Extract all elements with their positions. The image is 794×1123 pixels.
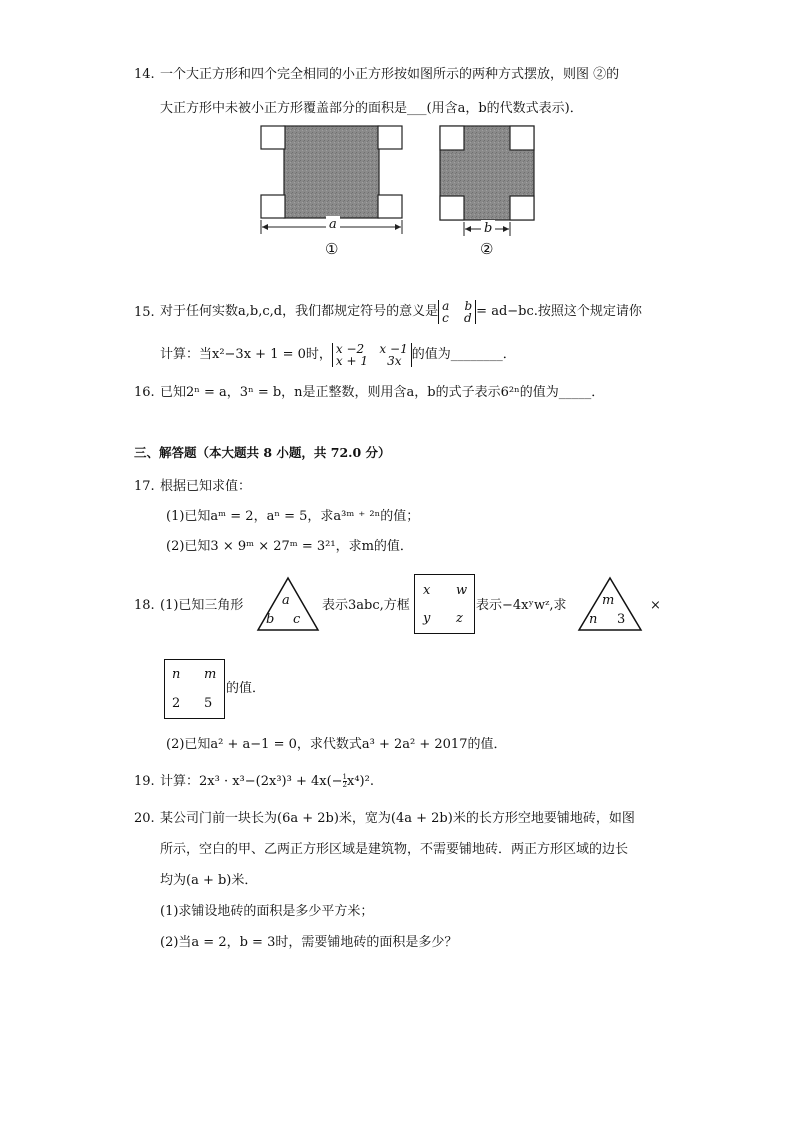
q16-number: 16. — [134, 385, 155, 400]
q18-text-3: 表示−4xʸwᶻ,求 — [476, 598, 567, 613]
q17-part2: (2)已知3 × 9ᵐ × 27ᵐ = 3²¹，求m的值． — [166, 539, 413, 554]
small-square-bl — [261, 195, 285, 218]
q14-number: 14. — [134, 67, 155, 82]
q18-box1-tr: w — [456, 583, 468, 598]
q18-part2: (2)已知a² + a−1 = 0，求代数式a³ + 2a² + 2017的值． — [166, 737, 507, 752]
q20-line1: 某公司门前一块长为(6a + 2b)米，宽为(4a + 2b)米的长方形空地要铺地砖，如图 — [160, 811, 635, 826]
small-square-tr — [510, 126, 534, 150]
q19-number: 19. — [134, 774, 155, 789]
q15-tail: = ad−bc.按照这个规定请你 — [476, 304, 642, 319]
q14-line2: 大正方形中未被小正方形覆盖部分的面积是___(用含a，b的代数式表示)． — [160, 101, 583, 116]
q14-fig1-dim-label: a — [326, 216, 340, 234]
q18-tri2-br: 3 — [617, 612, 626, 627]
q15-number: 15. — [134, 305, 155, 320]
q14-fig2-caption: ② — [480, 240, 494, 258]
q20-number: 20. — [134, 811, 155, 826]
q18-tri1-bl: b — [266, 612, 275, 627]
q20-line3: 均为(a + b)米． — [160, 873, 258, 888]
small-square-tl — [261, 126, 285, 149]
q19-expression — [160, 773, 374, 791]
q19-tail: x⁴)². — [347, 774, 374, 789]
q15-determinant-2: x −2 x −1 x + 1 3x — [332, 343, 412, 367]
q15-line2-lead: 计算：当x²−3x + 1 = 0时， — [160, 347, 332, 362]
q19-fraction: $\frac{1}{2}$ — [342, 773, 348, 789]
q20-part1: (1)求铺设地砖的面积是多少平方米； — [160, 904, 374, 919]
q18-box2-tr: m — [204, 667, 217, 682]
section-3-title: 三、解答题（本大题共 8 小题，共 72.0 分） — [134, 445, 391, 460]
small-square-bl — [440, 196, 464, 220]
q20-line2: 所示，空白的甲、乙两正方形区域是建筑物，不需要铺地砖．两正方形区域的边长 — [160, 842, 629, 857]
q18-box2-br: 5 — [204, 696, 213, 711]
q17-part1: (1)已知aᵐ = 2，aⁿ = 5，求a³ᵐ ⁺ ²ⁿ的值； — [166, 509, 420, 524]
q20-part2: (2)当a = 2，b = 3时，需要铺地砖的面积是多少？ — [160, 935, 458, 950]
q15-determinant: a b c d — [438, 300, 476, 324]
q18-box2-bl: 2 — [172, 696, 181, 711]
q18-tri1-top: a — [282, 593, 290, 608]
q14-fig2-dim-label: b — [481, 220, 495, 238]
q18-box2-tl: n — [172, 667, 181, 682]
q18-number: 18. — [134, 598, 155, 613]
q18-times: × — [650, 598, 661, 613]
q14-line1: 一个大正方形和四个完全相同的小正方形按如图所示的两种方式摆放，则图 ②的 — [160, 67, 620, 82]
q18-text-2: 表示3abc,方框 — [322, 598, 410, 613]
q15-lead: 对于任何实数a,b,c,d，我们都规定符号的意义是 — [160, 304, 439, 319]
q18-text-1: (1)已知三角形 — [160, 598, 244, 613]
q18-tri2-top: m — [602, 593, 615, 608]
q16-text: 已知2ⁿ = a，3ⁿ = b，n是正整数，则用含a，b的式子表示6²ⁿ的值为_____． — [160, 385, 605, 400]
q17-title: 根据已知求值： — [160, 479, 252, 494]
big-square — [284, 126, 379, 218]
q18-text-4: 的值． — [226, 681, 266, 696]
small-square-tl — [440, 126, 464, 150]
small-square-br — [378, 195, 402, 218]
q18-tri2-bl: n — [589, 612, 598, 627]
q17-number: 17. — [134, 479, 155, 494]
q15-line2-tail: 的值为________． — [411, 347, 516, 362]
q15-line1 — [160, 297, 642, 327]
q18-tri1-br: c — [293, 612, 301, 627]
small-square-tr — [378, 126, 402, 149]
q18-box1-tl: x — [423, 583, 431, 598]
q18-box1-bl: y — [423, 611, 431, 626]
q19-lead: 计算：2x³ · x³−(2x³)³ + 4x(− — [160, 774, 343, 789]
q18-box1-br: z — [456, 611, 463, 626]
small-square-br — [510, 196, 534, 220]
q14-fig1-caption: ① — [325, 240, 339, 258]
q15-line2 — [160, 340, 516, 370]
